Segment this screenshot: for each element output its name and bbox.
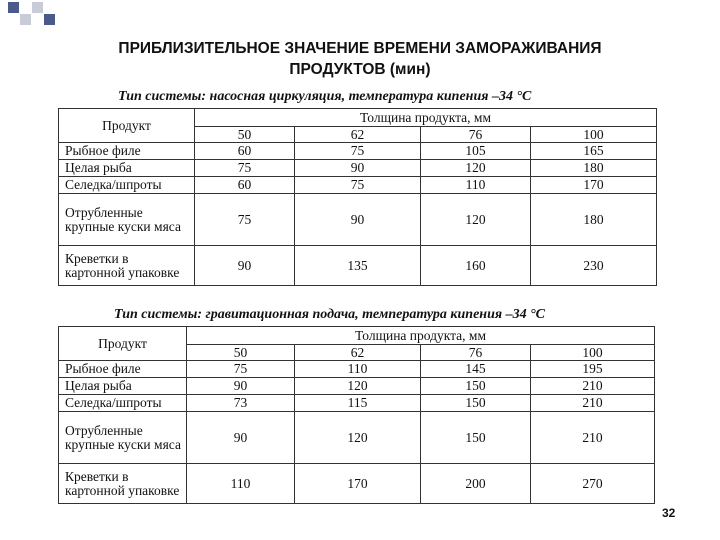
product-cell: Отрубленные крупные куски мяса [59, 412, 187, 464]
table-row [59, 246, 657, 286]
product-cell: Рыбное филе [59, 361, 187, 378]
time-cell: 200 [421, 464, 531, 504]
table2-caption: Тип системы: гравитационная подача, температура кипения –34 °С [114, 307, 545, 322]
time-cell: 165 [531, 143, 657, 160]
thickness-cell: 100 [531, 127, 657, 143]
time-cell: 270 [531, 464, 655, 504]
table-row [59, 177, 657, 194]
slide-title [40, 38, 680, 80]
thickness-cell: 62 [295, 345, 421, 361]
table1 [58, 108, 657, 286]
thickness-cell: 76 [421, 127, 531, 143]
time-cell: 210 [531, 412, 655, 464]
time-cell: 90 [187, 378, 295, 395]
time-cell: 210 [531, 378, 655, 395]
thickness-cell: 100 [531, 345, 655, 361]
time-cell: 120 [295, 412, 421, 464]
time-cell: 135 [295, 246, 421, 286]
table-row [59, 160, 657, 177]
decor-square [44, 14, 55, 25]
time-cell: 110 [295, 361, 421, 378]
table-row [59, 395, 655, 412]
time-cell: 230 [531, 246, 657, 286]
table-row [59, 361, 655, 378]
thickness-cell: 50 [195, 127, 295, 143]
time-cell: 195 [531, 361, 655, 378]
time-cell: 90 [295, 194, 421, 246]
time-cell: 60 [195, 177, 295, 194]
decor-square [32, 2, 43, 13]
time-cell: 75 [187, 361, 295, 378]
product-header: Продукт [59, 109, 195, 143]
time-cell: 75 [195, 194, 295, 246]
product-cell: Селедка/шпроты [59, 177, 195, 194]
time-cell: 75 [195, 160, 295, 177]
table-row [59, 143, 657, 160]
time-cell: 73 [187, 395, 295, 412]
time-cell: 170 [295, 464, 421, 504]
time-cell: 145 [421, 361, 531, 378]
slide-decoration [8, 2, 56, 34]
time-cell: 60 [195, 143, 295, 160]
time-cell: 180 [531, 160, 657, 177]
thickness-header: Толщина продукта, мм [195, 109, 657, 127]
table-row [59, 194, 657, 246]
product-cell: Целая рыба [59, 160, 195, 177]
time-cell: 105 [421, 143, 531, 160]
thickness-header: Толщина продукта, мм [187, 327, 655, 345]
time-cell: 75 [295, 143, 421, 160]
time-cell: 210 [531, 395, 655, 412]
time-cell: 90 [295, 160, 421, 177]
time-cell: 75 [295, 177, 421, 194]
time-cell: 120 [295, 378, 421, 395]
page-number: 32 [662, 506, 676, 520]
product-cell: Креветки в картонной упаковке [59, 246, 195, 286]
time-cell: 160 [421, 246, 531, 286]
time-cell: 110 [187, 464, 295, 504]
time-cell: 115 [295, 395, 421, 412]
product-cell: Отрубленные крупные куски мяса [59, 194, 195, 246]
time-cell: 150 [421, 395, 531, 412]
time-cell: 120 [421, 194, 531, 246]
time-cell: 180 [531, 194, 657, 246]
time-cell: 120 [421, 160, 531, 177]
table-row [59, 464, 655, 504]
time-cell: 90 [187, 412, 295, 464]
decor-square [8, 2, 19, 13]
title-line-2: ПРОДУКТОВ (мин) [289, 61, 431, 78]
table-row [59, 378, 655, 395]
table-row [59, 412, 655, 464]
time-cell: 150 [421, 378, 531, 395]
product-cell: Целая рыба [59, 378, 187, 395]
table1-caption: Тип системы: насосная циркуляция, температура кипения –34 °С [118, 89, 532, 104]
time-cell: 150 [421, 412, 531, 464]
time-cell: 170 [531, 177, 657, 194]
thickness-cell: 76 [421, 345, 531, 361]
product-cell: Креветки в картонной упаковке [59, 464, 187, 504]
product-cell: Селедка/шпроты [59, 395, 187, 412]
title-line-1: ПРИБЛИЗИТЕЛЬНОЕ ЗНАЧЕНИЕ ВРЕМЕНИ ЗАМОРАЖИВАНИЯ [118, 40, 602, 57]
table2 [58, 326, 655, 504]
decor-square [20, 14, 31, 25]
product-header: Продукт [59, 327, 187, 361]
thickness-cell: 50 [187, 345, 295, 361]
time-cell: 110 [421, 177, 531, 194]
product-cell: Рыбное филе [59, 143, 195, 160]
time-cell: 90 [195, 246, 295, 286]
thickness-cell: 62 [295, 127, 421, 143]
